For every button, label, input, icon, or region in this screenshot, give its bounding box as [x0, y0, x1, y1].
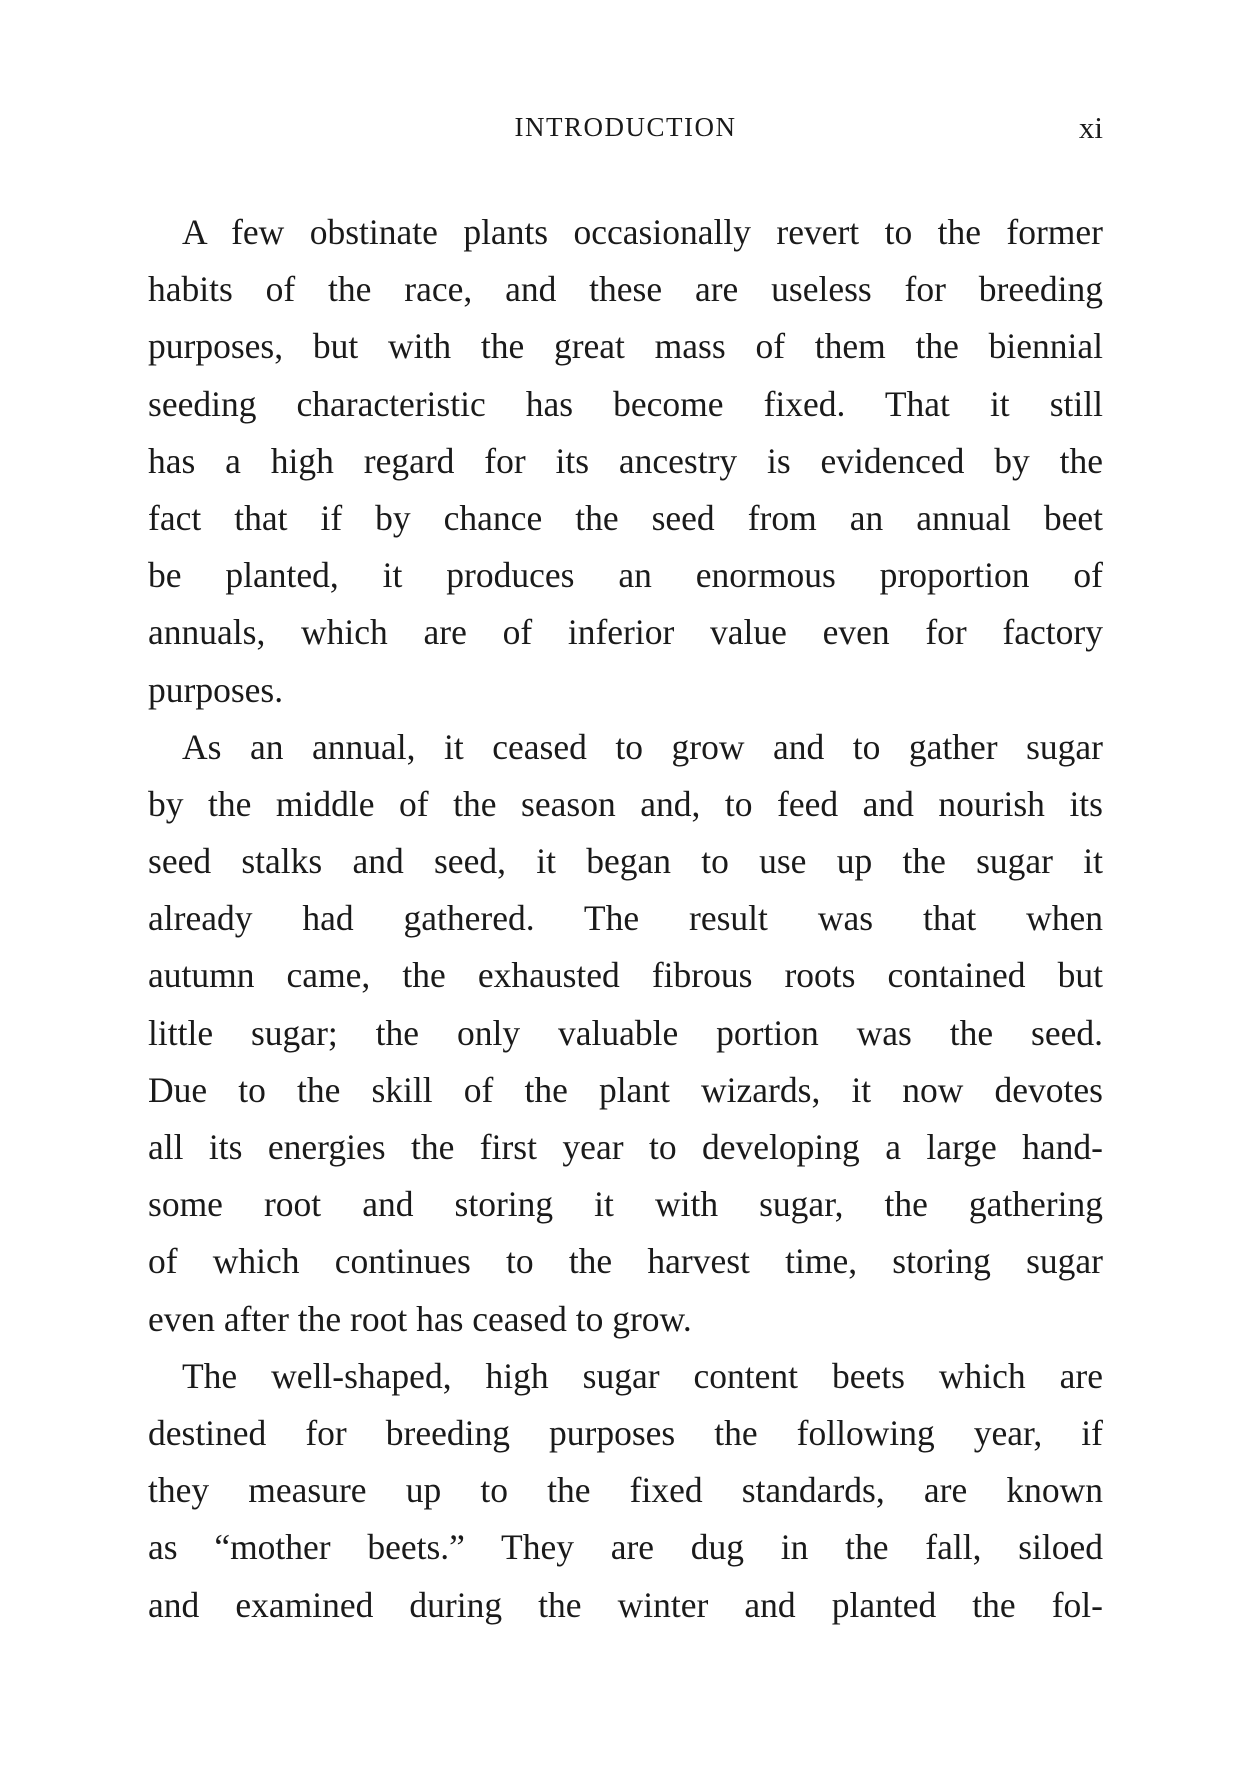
- text-line: fact that if by chance the seed from an annual beet: [148, 497, 1103, 538]
- text-line: purposes, but with the great mass of them the biennial: [148, 326, 1103, 367]
- text-line: habits of the race, and these are useless for breeding: [148, 269, 1103, 310]
- text-line: as “mother beets.” They are dug in the fall, siloed: [148, 1527, 1103, 1568]
- text-line: A few obstinate plants occasionally revert to the former: [182, 212, 1103, 252]
- body-text: [148, 204, 1103, 1634]
- text-line: they measure up to the fixed standards, are known: [148, 1470, 1103, 1511]
- page-number: xi: [1078, 110, 1103, 145]
- text-line: and examined during the winter and planted the fol-: [148, 1584, 1103, 1625]
- text-line: Due to the skill of the plant wizards, it now devotes: [148, 1069, 1103, 1110]
- text-line: all its energies the first year to developing a large hand-: [148, 1127, 1103, 1167]
- text-line: even after the root has ceased to grow.: [148, 1298, 692, 1339]
- text-line: The well-shaped, high sugar content beets which are: [182, 1355, 1103, 1396]
- text-line: by the middle of the season and, to feed and nourish its: [148, 783, 1103, 824]
- paragraph-1: [148, 204, 1103, 719]
- running-head: [148, 112, 1103, 152]
- running-title: INTRODUCTION: [514, 112, 737, 142]
- paragraph-2: [148, 719, 1103, 1348]
- text-line: some root and storing it with sugar, the gathering: [148, 1184, 1103, 1225]
- text-line: little sugar; the only valuable portion was the seed.: [148, 1012, 1103, 1053]
- text-line: seed stalks and seed, it began to use up the sugar it: [148, 841, 1103, 882]
- text-line: already had gathered. The result was that when: [148, 898, 1103, 939]
- text-line: autumn came, the exhausted fibrous roots contained but: [148, 955, 1103, 996]
- text-line: destined for breeding purposes the following year, if: [148, 1412, 1103, 1453]
- text-line: As an annual, it ceased to grow and to gather sugar: [182, 726, 1103, 767]
- paragraph-3: [148, 1348, 1103, 1634]
- text-line: seeding characteristic has become fixed. That it still: [148, 383, 1103, 424]
- text-line: be planted, it produces an enormous proportion of: [148, 555, 1103, 596]
- text-line: has a high regard for its ancestry is evidenced by the: [148, 440, 1103, 481]
- text-line: of which continues to the harvest time, storing sugar: [148, 1241, 1103, 1282]
- text-line: annuals, which are of inferior value even for factory: [148, 612, 1103, 653]
- text-line: purposes.: [148, 669, 284, 710]
